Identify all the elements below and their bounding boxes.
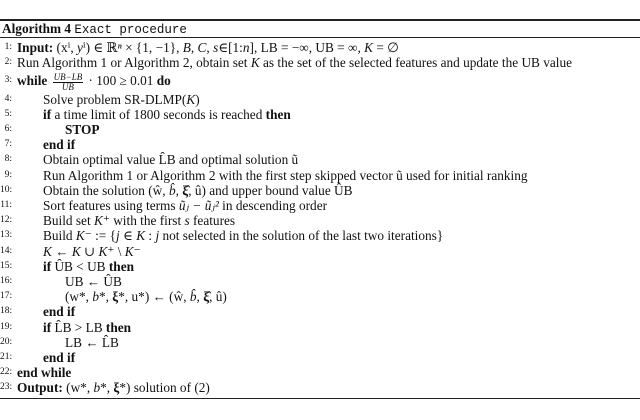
text-segment: ,: [196, 289, 204, 305]
line-text: [43, 244, 141, 259]
fraction-numerator: UB−LB: [53, 71, 83, 82]
text-segment: L̂B > LB: [51, 319, 106, 335]
keyword: if: [43, 258, 52, 274]
text-segment: y: [76, 40, 83, 55]
text-segment: j: [116, 228, 120, 244]
keyword: then: [108, 258, 134, 274]
text-segment: ∈: [119, 228, 137, 244]
text-segment: Build set: [43, 213, 94, 229]
text-segment: , û): [209, 289, 227, 305]
text-segment: :: [145, 228, 156, 244]
text-segment: K: [71, 243, 81, 259]
text-segment: ∈[1:: [218, 40, 243, 55]
line-text: [43, 183, 353, 198]
text-segment: as the set of the selected features and update the UB value: [259, 55, 573, 71]
line-text: [17, 380, 210, 395]
keyword: STOP: [65, 122, 100, 137]
line-text: [17, 55, 572, 70]
text-segment: K⁻: [75, 228, 92, 244]
keyword: Input:: [17, 40, 54, 55]
text-segment: features: [189, 213, 236, 229]
text-segment: (w*,: [62, 380, 94, 396]
text-segment: Solve problem SR-DLMP(: [43, 91, 187, 107]
text-segment: UB ← ÛB: [65, 274, 122, 289]
text-segment: LB ← L̂B: [65, 334, 119, 350]
text-segment: ∪: [80, 243, 99, 259]
line-number: 23:: [0, 382, 13, 393]
keyword: end if: [43, 137, 76, 153]
text-segment: K: [364, 40, 374, 55]
text-segment: K: [250, 55, 260, 71]
keyword: end if: [43, 350, 76, 365]
keyword: ξ: [113, 380, 120, 396]
line-text: [43, 92, 200, 107]
text-segment: with the first: [109, 213, 185, 229]
fraction: [53, 73, 84, 92]
text-segment: b̂: [189, 289, 197, 305]
line-text: [17, 365, 71, 380]
text-segment: K⁺: [98, 243, 115, 259]
line-number: 15:: [0, 260, 13, 271]
text-segment: ,: [175, 182, 183, 198]
line-text: [43, 304, 75, 319]
line-number: 14:: [0, 245, 13, 256]
text-segment: = ∅: [373, 40, 399, 55]
text-segment: · 100 ≥ 0.01: [85, 73, 157, 89]
line-number: 5:: [4, 108, 12, 119]
line-text: [65, 289, 227, 304]
text-segment: ) ∈ ℝ: [85, 40, 118, 55]
text-segment: ,: [70, 40, 77, 55]
text-segment: j: [155, 228, 160, 244]
line-number: 7:: [4, 139, 12, 150]
line-number: 17:: [0, 291, 13, 302]
text-segment: ,: [206, 40, 214, 55]
keyword: if: [43, 106, 52, 122]
text-segment: not selected in the solution of the last two iterations}: [159, 228, 444, 244]
text-segment: s: [184, 213, 190, 229]
line-number: 4:: [4, 93, 12, 104]
line-number: 22:: [0, 367, 13, 378]
line-text: [17, 40, 399, 55]
line-text: [43, 213, 235, 228]
text-segment: K: [186, 91, 196, 107]
text-segment: K⁻: [124, 243, 141, 259]
text-segment: *,: [98, 289, 113, 305]
text-segment: b: [93, 380, 101, 396]
text-segment: Obtain optimal value L̂B and optimal solution ũ: [43, 152, 299, 168]
text-segment: Sort features using terms: [43, 198, 179, 213]
keyword: while: [17, 73, 48, 89]
line-number: 2:: [4, 57, 12, 68]
text-segment: (x: [53, 40, 68, 55]
line-number: 18:: [0, 306, 13, 317]
text-segment: K: [136, 228, 146, 244]
line-number: 1:: [4, 42, 12, 52]
keyword: end if: [43, 304, 76, 320]
text-segment: a time limit of 1800 seconds is reached: [51, 106, 266, 122]
line-number: 19:: [0, 321, 13, 332]
keyword: ξ̂: [203, 289, 210, 305]
line-text: [43, 137, 75, 152]
fraction-denominator: UB: [61, 81, 74, 92]
algorithm-name: Exact procedure: [74, 23, 187, 37]
text-segment: ⁱ: [82, 40, 86, 55]
line-text: [65, 274, 122, 289]
keyword: end while: [17, 365, 72, 381]
line-text: [65, 335, 119, 350]
keyword: ξ̂: [182, 182, 189, 198]
keyword: if: [43, 319, 52, 335]
algorithm-label: Algorithm 4: [2, 21, 72, 36]
keyword: Output:: [17, 380, 63, 396]
text-segment: b̂: [168, 182, 176, 198]
line-number: 16:: [0, 276, 13, 286]
line-number: 8:: [4, 154, 12, 165]
line-number: 21:: [0, 352, 13, 362]
text-segment: n: [242, 40, 250, 55]
line-text: [43, 350, 75, 365]
keyword: do: [156, 73, 171, 89]
bottom-rule: [0, 398, 640, 399]
line-number: 10:: [0, 184, 13, 195]
line-text: [43, 107, 291, 122]
line-text: [17, 70, 171, 91]
line-number: 12:: [0, 215, 13, 226]
text-segment: ←: [51, 243, 72, 259]
text-segment: C: [197, 40, 207, 55]
text-segment: b: [92, 289, 99, 305]
algorithm-caption: [2, 21, 187, 38]
keyword: ξ: [112, 289, 119, 305]
text-segment: ,: [190, 40, 198, 55]
text-segment: *, u*) ← (ŵ,: [118, 289, 190, 305]
text-segment: \: [114, 243, 125, 259]
line-text: [43, 259, 134, 274]
text-segment: K: [43, 243, 52, 259]
line-number: 13:: [0, 230, 13, 241]
keyword: then: [265, 106, 291, 122]
text-segment: K⁺: [93, 213, 110, 229]
text-segment: Run Algorithm 1 or Algorithm 2 with the first step skipped vector ũ used for initial ranking: [43, 167, 528, 183]
line-text: [43, 152, 298, 167]
text-segment: [47, 73, 50, 88]
line-text: [43, 168, 528, 183]
text-segment: ⁱ: [67, 40, 71, 55]
text-segment: ÛB < UB: [51, 258, 109, 274]
text-segment: in descending order: [218, 198, 328, 213]
line-number: 11:: [0, 200, 12, 210]
line-number: 9:: [4, 169, 12, 180]
text-segment: := {: [91, 228, 117, 244]
line-number: 6:: [4, 124, 12, 134]
text-segment: , û) and upper bound value ÛB: [188, 182, 353, 198]
text-segment: *) solution of (2): [119, 380, 210, 396]
text-segment: B: [182, 40, 191, 55]
text-segment: s: [213, 40, 219, 55]
text-segment: Obtain the solution (ŵ,: [43, 182, 169, 198]
line-text: [43, 320, 131, 335]
text-segment: × {1, −1},: [121, 40, 183, 55]
caption-rule: [0, 37, 640, 38]
keyword: then: [105, 319, 132, 335]
line-text: [65, 122, 100, 137]
text-segment: ): [195, 91, 200, 107]
line-text: [43, 228, 443, 243]
text-segment: ũⱼ − ũⱼ²: [178, 198, 219, 213]
text-segment: ], LB = −∞, UB = ∞,: [249, 40, 365, 55]
text-segment: *,: [100, 380, 114, 396]
text-segment: Build: [43, 228, 76, 244]
line-number: 3:: [4, 75, 12, 86]
text-segment: Run Algorithm 1 or Algorithm 2, obtain set: [17, 55, 251, 71]
text-segment: (w*,: [65, 289, 93, 305]
line-text: [43, 198, 327, 213]
text-segment: ⁿ: [117, 40, 122, 55]
line-number: 20:: [0, 336, 13, 347]
